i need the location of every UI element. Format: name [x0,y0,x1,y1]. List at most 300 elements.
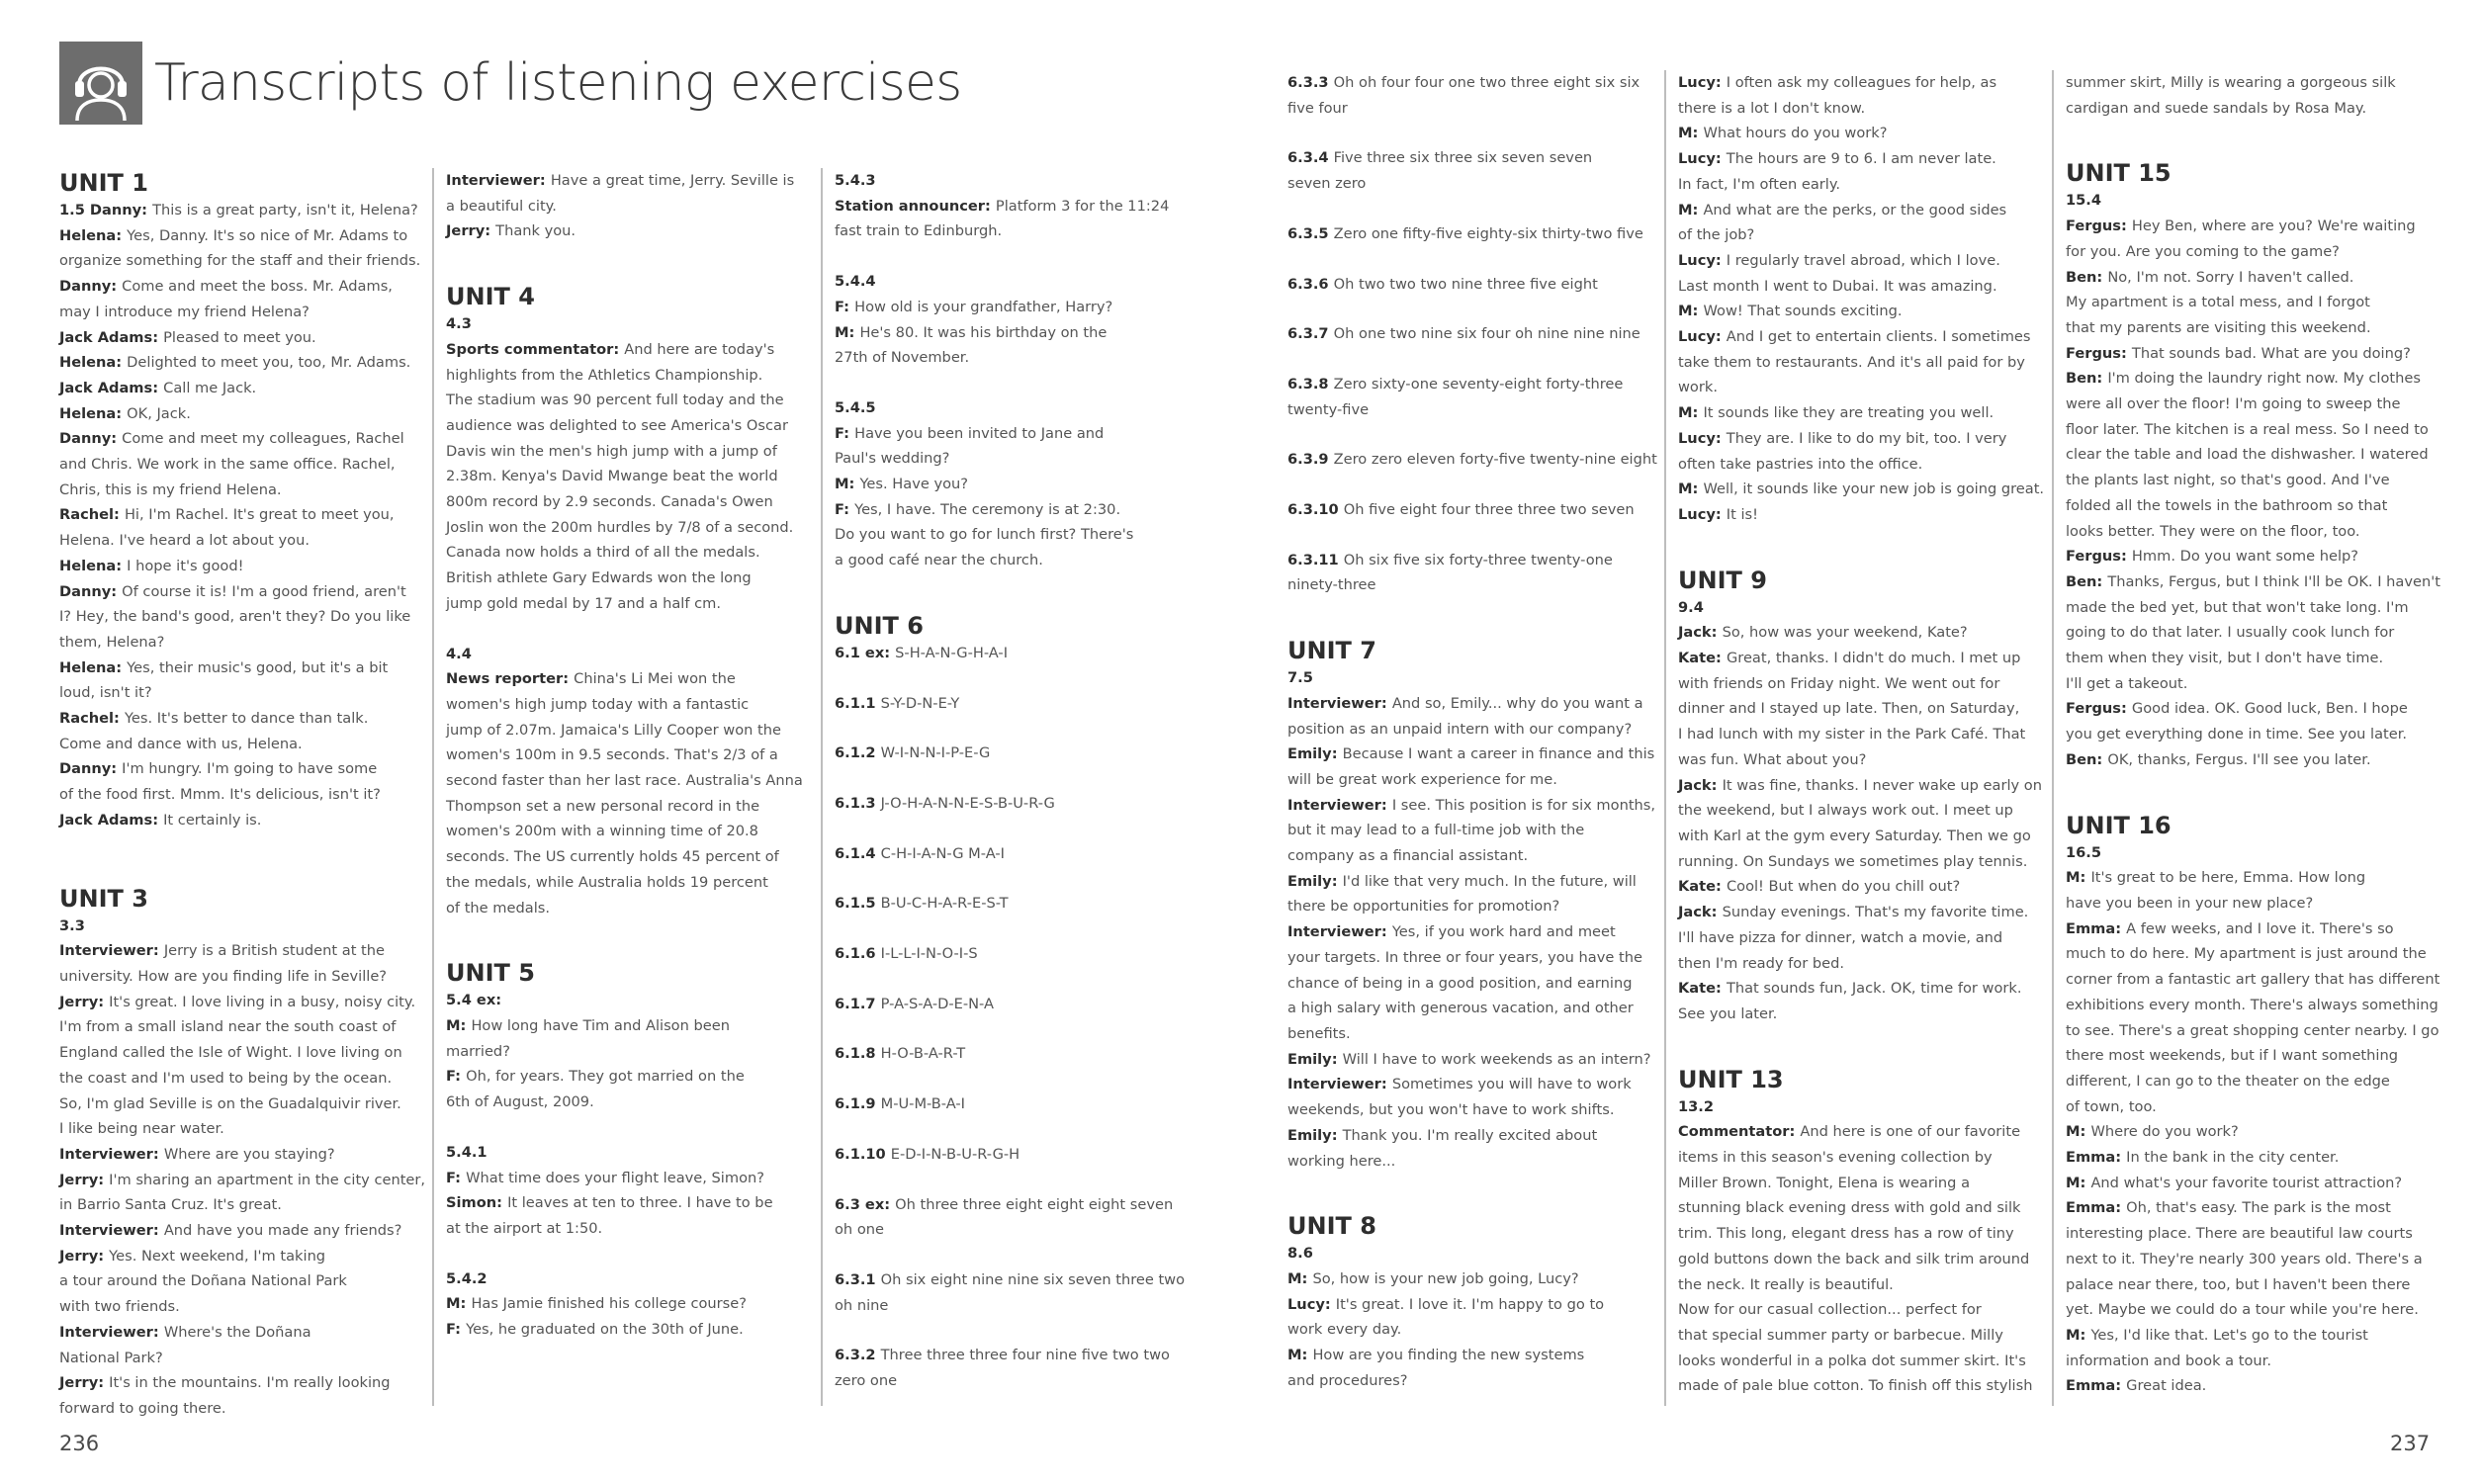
transcript-line [1678,502,2053,528]
speaker-label: Interviewer: [1287,694,1392,712]
transcript-text: going to do that later. I usually cook lunch for [2066,624,2395,642]
transcript-line [2066,96,2447,122]
unit-heading: UNIT 7 [1287,637,1376,665]
transcript-text: And I get to entertain clients. I sometimes [1726,328,2031,346]
transcript-line [2066,1094,2447,1120]
transcript-text: and Chris. We work in the same office. Rachel, [59,456,396,474]
speaker-label: Fergus: [2066,700,2132,718]
transcript-line [1678,452,2053,478]
transcript-line [59,1142,435,1168]
spacer [1287,121,1668,145]
transcript-line [2066,188,2447,214]
speaker-label: 6.3.7 [1287,325,1334,343]
transcript-text: I'm doing the laundry right now. My clothes [2107,370,2421,388]
transcript-line [2066,290,2447,315]
transcript-text: And have you made any friends? [163,1222,402,1240]
transcript-text: your targets. In three or four years, you have the [1287,948,1642,966]
speaker-label: F: [446,1321,467,1339]
transcript-line [2066,468,2447,493]
transcript-line [2066,519,2447,545]
transcript-line [59,604,435,630]
transcript-line [446,1291,818,1317]
transcript-line [1678,722,2053,747]
transcript-line [1678,198,2053,223]
transcript-line [2066,722,2447,747]
transcript-text: They are. I like to do my bit, too. I very [1726,429,2007,447]
transcript-line [2066,917,2447,942]
transcript-line [1287,843,1668,869]
transcript-line [59,528,435,554]
spacer [835,244,1206,269]
spacer [1678,528,2053,566]
transcript-line [446,768,818,794]
transcript-line [835,941,1206,967]
transcript-line [446,311,818,337]
spacer [1287,422,1668,447]
spacer [835,1318,1206,1343]
transcript-text: Zero zero eleven forty-five twenty-nine eight [1333,451,1657,469]
transcript-text: the medals, while Australia holds 19 percent [446,873,768,891]
transcript-text: Have a great time, Jerry. Seville is [550,172,795,189]
transcript-line [1678,248,2053,274]
transcript-line [446,1317,818,1343]
transcript-line [59,630,435,655]
transcript-line [446,168,818,194]
transcript-line [1287,321,1668,347]
speaker-label: M: [2066,869,2091,887]
transcript-line [59,223,435,249]
transcript-text: Yes. It's better to dance than talk. [124,710,369,728]
unit-heading: UNIT 15 [2066,159,2172,188]
transcript-line [1678,773,2053,799]
spacer [835,1016,1206,1041]
transcript-line [835,1343,1206,1368]
speaker-label: 6.1.5 [835,895,881,913]
column-content [835,168,1206,1394]
transcript-line [835,1293,1206,1319]
speaker-label: 8.6 [1287,1245,1313,1263]
transcript-text: work. [1678,379,1718,396]
transcript-line [2066,1349,2447,1374]
speaker-label: 13.2 [1678,1097,1715,1115]
transcript-text: yet. Maybe we could do a tour while you're here. [2066,1301,2419,1319]
speaker-label: M: [1678,480,1704,498]
transcript-line [59,938,435,964]
speaker-label: 6.1.2 [835,744,881,762]
transcript-text: Oh oh four four one two three eight six six [1333,74,1640,91]
speaker-label: M: [1678,404,1704,422]
transcript-line [835,548,1206,573]
transcript-text: Delighted to meet you, too, Mr. Adams. [127,354,411,372]
transcript-line [2066,1297,2447,1323]
column-6 [2052,70,2447,1406]
transcript-text: The hours are 9 to 6. I am never late. [1726,150,1996,168]
transcript-line [1287,447,1668,473]
speaker-label: M: [446,1295,472,1313]
transcript-line [1678,925,2053,951]
transcript-line [59,1268,435,1294]
transcript-text: much to do here. My apartment is just around the [2066,945,2427,963]
transcript-line [2066,840,2447,866]
speaker-label: News reporter: [446,670,575,688]
transcript-text: university. How are you finding life in Seville? [59,967,388,985]
transcript-text: Great, thanks. I didn't do much. I met up [1726,650,2021,667]
speaker-label: F: [835,424,855,442]
page-header [59,42,961,125]
spacer [835,766,1206,791]
transcript-text: Hey Ben, where are you? We're waiting [2131,218,2416,235]
transcript-line [835,345,1206,371]
transcript-text: Where's the Doñana [163,1323,311,1341]
transcript-text: a tour around the Doñana National Park [59,1272,347,1290]
transcript-line [835,295,1206,320]
headphones-person-icon [59,42,142,125]
transcript-line [1678,1323,2053,1349]
transcript-line [2066,315,2447,341]
transcript-line [1678,671,2053,697]
speaker-label: M: [446,1016,472,1034]
transcript-text: He's 80. It was his birthday on the [859,323,1108,341]
transcript-text: Come and meet my colleagues, Rachel [122,430,404,448]
transcript-line [59,756,435,782]
transcript-line [1678,375,2053,400]
transcript-text: Five three six three six seven seven [1333,149,1593,167]
transcript-text: OK, thanks, Fergus. I'll see you later. [2107,750,2371,768]
speaker-label: Jack Adams: [59,811,164,829]
transcript-line [1287,497,1668,523]
transcript-line [1287,919,1668,945]
transcript-line [446,1064,818,1090]
transcript-line [59,198,435,223]
transcript-line [1678,951,2053,977]
transcript-line [1287,221,1668,247]
transcript-line [835,791,1206,817]
transcript-line [1287,1241,1668,1266]
transcript-line [1678,274,2053,300]
transcript-line [835,168,1206,194]
transcript-line [1287,145,1668,171]
speaker-label: Emily: [1287,1050,1343,1068]
transcript-text: Platform 3 for the 11:24 [995,197,1170,215]
transcript-text: Canada now holds a third of all the medals. [446,544,760,562]
transcript-line [1678,849,2053,875]
unit-heading: UNIT 5 [446,959,535,988]
speaker-label: 5.4 ex: [446,992,502,1009]
transcript-line [1678,1247,2053,1272]
transcript-line [446,692,818,718]
transcript-line [59,325,435,351]
transcript-line [835,1091,1206,1117]
transcript-text: Cool! But when do you chill out? [1726,878,1961,896]
transcript-line [1678,121,2053,146]
transcript-text: It sounds like they are treating you well. [1703,404,1994,422]
transcript-line [835,194,1206,219]
transcript-line [1678,646,2053,671]
transcript-line [59,300,435,325]
transcript-line [835,641,1206,666]
spacer [1287,297,1668,321]
speaker-label: Ben: [2066,268,2108,286]
transcript-line [1678,1002,2053,1027]
transcript-line [835,741,1206,766]
speaker-label: 6.3.3 [1287,74,1334,91]
speaker-label: 6.1.3 [835,794,881,812]
spacer [446,617,818,642]
transcript-text: of the food first. Mmm. It's delicious, isn't it? [59,786,381,804]
transcript-text: See you later. [1678,1004,1778,1022]
speaker-label: Jack: [1678,776,1723,794]
speaker-label: Emily: [1287,872,1343,890]
spacer [835,967,1206,992]
transcript-line [1287,1292,1668,1318]
transcript-text: 2.38m. Kenya's David Mwange beat the world [446,468,778,485]
transcript-text: It's great. I love living in a busy, noisy city. [109,993,416,1010]
transcript-text: Yes, their music's good, but it's a bit [127,658,389,676]
speaker-label: Interviewer: [59,1222,164,1240]
speaker-label: 6.3.9 [1287,451,1334,469]
transcript-line [2066,696,2447,722]
speaker-label: 5.4.2 [446,1269,488,1287]
transcript-text: there be opportunities for promotion? [1287,898,1560,916]
transcript-text: And here are today's [624,340,775,358]
transcript-line [446,1216,818,1242]
transcript-text: women's 100m in 9.5 seconds. That's 2/3 of a [446,746,778,764]
speaker-label: Danny: [59,582,123,600]
transcript-line [2066,865,2447,891]
transcript-line [446,1166,818,1191]
spacer [835,1168,1206,1192]
transcript-line [1678,747,2053,773]
transcript-text: National Park? [59,1349,163,1366]
speaker-label: Interviewer: [59,1145,164,1163]
transcript-line [446,718,818,743]
transcript-text: Zero one fifty-five eighty-six thirty-two five [1333,224,1643,242]
unit-heading: UNIT 9 [1678,566,1767,594]
transcript-line [59,1218,435,1244]
transcript-text: have you been in your new place? [2066,894,2314,912]
speaker-label: 4.3 [446,315,472,333]
transcript-text: weekends, but you won't have to work shifts. [1287,1101,1615,1119]
transcript-line [59,248,435,274]
transcript-text: Yes, I have. The ceremony is at 2:30. [854,500,1121,518]
transcript-text: stunning black evening dress with gold and silk [1678,1199,2021,1217]
speaker-label: 6.3.11 [1287,551,1344,568]
transcript-line [1287,1123,1668,1149]
transcript-line [59,1066,435,1091]
transcript-text: Of course it is! I'm a good friend, aren't [122,582,406,600]
transcript-text: E-D-I-N-B-U-R-G-H [890,1145,1020,1163]
speaker-label: Jack: [1678,624,1723,642]
transcript-line [1678,1221,2053,1247]
transcript-text: Hi, I'm Rachel. It's great to meet you, [124,506,395,524]
speaker-label: Helena: [59,404,128,422]
transcript-text: folded all the towels in the bathroom so that [2066,496,2388,514]
transcript-line [1678,1272,2053,1298]
transcript-line [59,401,435,427]
transcript-text: Wow! That sounds exciting. [1703,303,1903,320]
speaker-label: Kate: [1678,650,1727,667]
unit-heading: UNIT 6 [835,611,924,640]
speaker-label: Interviewer: [1287,796,1392,814]
column-5 [1664,70,2053,1406]
transcript-text: Sometimes you will have to work [1391,1076,1632,1093]
transcript-line [446,844,818,870]
transcript-text: with Karl at the gym every Saturday. Then we go [1678,827,2031,844]
transcript-text: looks better. They were on the floor, too. [2066,522,2360,540]
transcript-line [59,1040,435,1066]
transcript-text: Oh, for years. They got married on the [466,1068,745,1086]
transcript-line [59,452,435,478]
transcript-line [446,439,818,465]
transcript-line [2066,417,2447,443]
transcript-text: information and book a tour. [2066,1352,2271,1369]
transcript-text: in Barrio Santa Cruz. It's great. [59,1196,282,1214]
transcript-line [59,274,435,300]
transcript-line [1287,1149,1668,1175]
transcript-text: made of pale blue cotton. To finish off this stylish [1678,1377,2033,1395]
transcript-line [446,742,818,768]
transcript-line [2066,1018,2447,1044]
transcript-text: England called the Isle of Wight. I love living on [59,1044,402,1062]
spacer [835,917,1206,941]
transcript-line [59,732,435,757]
transcript-line [59,706,435,732]
speaker-label: Fergus: [2066,218,2132,235]
speaker-label: Helena: [59,557,128,574]
transcript-text: audience was delighted to see America's Oscar [446,416,788,434]
transcript-line [1678,900,2053,925]
transcript-line [1678,324,2053,350]
transcript-text: looks wonderful in a polka dot summer skirt. It's [1678,1352,2026,1369]
transcript-text: S-Y-D-N-E-Y [880,694,960,712]
speaker-label: Emily: [1287,1126,1343,1144]
speaker-label: Lucy: [1678,74,1727,91]
speaker-label: Station announcer: [835,197,996,215]
transcript-line [2066,747,2447,773]
transcript-text: It's in the mountains. I'm really looking [109,1374,391,1392]
transcript-text: China's Li Mei won the [574,670,736,688]
speaker-label: Simon: [446,1194,508,1212]
page-title: Transcripts of listening exercises [154,53,962,113]
speaker-label: 15.4 [2066,192,2102,210]
transcript-line [2066,993,2447,1018]
transcript-line [1287,717,1668,742]
transcript-text: So, how is your new job going, Lucy? [1312,1269,1579,1287]
transcript-line [446,388,818,413]
speaker-label: 6.3.2 [835,1347,881,1364]
speaker-label: Rachel: [59,710,125,728]
column-content [1678,70,2053,1399]
transcript-line [2066,967,2447,993]
transcript-text: zero one [835,1372,898,1390]
transcript-line [1287,572,1668,598]
speaker-label: Lucy: [1287,1295,1336,1313]
transcript-text: working here... [1287,1152,1396,1170]
transcript-text: Joslin won the 200m hurdles by 7/8 of a second. [446,518,794,536]
transcript-text: interesting place. There are beautiful law courts [2066,1225,2413,1243]
transcript-line [59,376,435,401]
transcript-text: What hours do you work? [1703,125,1888,142]
transcript-line [1678,976,2053,1002]
spacer [1287,523,1668,548]
transcript-text: that special summer party or barbecue. Milly [1678,1326,2003,1344]
speaker-label: Jack: [1678,904,1723,921]
transcript-text: a beautiful city. [446,197,557,215]
transcript-line [446,819,818,844]
transcript-line [1287,665,1668,691]
transcript-line [59,502,435,528]
transcript-line [1678,426,2053,452]
transcript-text: oh one [835,1221,884,1239]
transcript-line [59,1294,435,1320]
speaker-label: 1.5 Danny: [59,202,153,218]
transcript-text: I had lunch with my sister in the Park Café. That [1678,726,2026,743]
transcript-text: Oh two two two nine three five eight [1333,275,1598,293]
transcript-line [1287,894,1668,919]
transcript-text: And so, Emily... why do you want a [1391,694,1643,712]
transcript-text: of the medals. [446,899,550,917]
speaker-label: M: [2066,1174,2091,1191]
speaker-label: 6.1.9 [835,1095,881,1113]
speaker-label: M: [1287,1269,1313,1287]
transcript-line [2066,1069,2447,1094]
transcript-line [446,464,818,489]
transcript-line [835,497,1206,523]
transcript-line [446,337,818,363]
unit-heading: UNIT 4 [446,283,535,311]
spacer [2066,773,2447,811]
transcript-line [835,218,1206,244]
transcript-line [835,269,1206,295]
transcript-line [2066,671,2447,697]
column-content [2066,70,2447,1399]
column-content [1287,70,1668,1393]
transcript-line [2066,891,2447,917]
transcript-line [1678,400,2053,426]
transcript-text: with friends on Friday night. We went out for [1678,674,2000,692]
speaker-label: 4.4 [446,645,472,662]
speaker-label: Danny: [59,760,123,778]
speaker-label: Fergus: [2066,344,2132,362]
transcript-line [446,591,818,617]
transcript-line [1678,477,2053,502]
speaker-label: Helena: [59,354,128,372]
transcript-text: with two friends. [59,1298,180,1316]
spacer [835,716,1206,741]
transcript-line [59,350,435,376]
speaker-label: 6.3.6 [1287,275,1334,293]
speaker-label: F: [835,298,855,315]
transcript-text: Thompson set a new personal record in the [446,797,760,815]
unit-heading: UNIT 16 [2066,811,2172,839]
transcript-line [2066,1195,2447,1221]
transcript-text: next to it. They're nearly 300 years old. There's a [2066,1250,2423,1267]
transcript-text: ninety-three [1287,576,1376,594]
page-number-right: 237 [2390,1432,2431,1455]
speaker-label: 7.5 [1287,669,1313,687]
speaker-label: 5.4.1 [446,1143,488,1161]
transcript-line [2066,1145,2447,1171]
transcript-line [1287,1021,1668,1047]
transcript-text: Oh three three eight eight eight seven [895,1195,1174,1213]
transcript-text: highlights from the Athletics Championship. [446,366,763,384]
transcript-text: was fun. What about you? [1678,750,1867,768]
transcript-line [59,554,435,579]
transcript-line [2066,1272,2447,1298]
speaker-label: Lucy: [1678,505,1727,523]
speaker-label: Lucy: [1678,251,1727,269]
transcript-text: may I introduce my friend Helena? [59,303,310,320]
